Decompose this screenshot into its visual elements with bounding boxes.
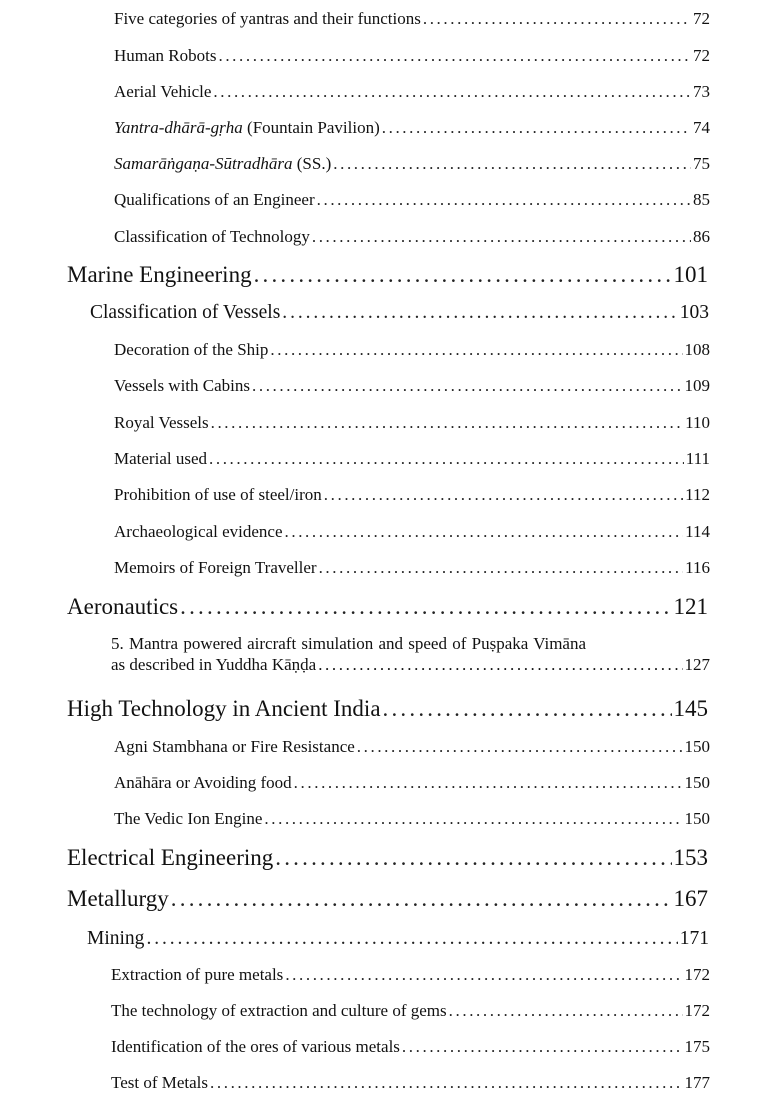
toc-entry-page: 72: [693, 9, 710, 28]
toc-chapter: [67, 262, 708, 288]
toc-entry-page: 114: [685, 522, 710, 541]
toc-entry-page: 72: [693, 46, 710, 65]
toc-entry: [111, 965, 710, 985]
dot-leader: [312, 227, 691, 247]
toc-entry-title-italic: Yantra-dhārā-gṛha: [114, 118, 243, 137]
toc-entry-multiline: [111, 634, 710, 675]
toc-entry-page: 74: [693, 118, 710, 137]
toc-chapter-page: 167: [673, 886, 708, 911]
toc-entry: [114, 376, 710, 396]
dot-leader: [423, 9, 691, 29]
dot-leader: [275, 845, 671, 871]
toc-entry-page: 116: [685, 558, 710, 577]
toc-entry-title: Anāhāra or Avoiding food: [114, 773, 292, 792]
dot-leader: [285, 965, 682, 985]
toc-entry-page: 112: [685, 485, 710, 504]
toc-entry-title: The Vedic Ion Engine: [114, 809, 263, 828]
toc-entry: [114, 190, 710, 210]
toc-entry: [114, 154, 710, 174]
dot-leader: [209, 449, 684, 469]
toc-chapter: [67, 845, 708, 871]
toc-entry-title-italic: Samarāṅgaṇa-Sūtradhāra: [114, 154, 293, 173]
toc-entry-title: Test of Metals: [111, 1073, 209, 1092]
dot-leader: [218, 46, 691, 66]
toc-entry-page: 108: [684, 340, 710, 359]
toc-entry-page: 175: [684, 1037, 710, 1056]
dot-leader: [282, 302, 677, 324]
toc-entry: [114, 558, 710, 578]
toc-entry-title: Five categories of yantras and their functions: [114, 9, 421, 28]
dot-leader: [180, 594, 671, 620]
toc-entry-page: 172: [684, 1001, 710, 1020]
toc-entry: [114, 340, 710, 360]
dot-leader: [402, 1037, 683, 1057]
dot-leader: [213, 82, 691, 102]
toc-entry-title-rest: (Fountain Pavilion): [242, 118, 380, 137]
dot-leader: [270, 340, 682, 360]
dot-leader: [383, 696, 672, 722]
toc-entry-page: 111: [685, 449, 710, 468]
toc-entry-title: Classification of Technology: [114, 227, 310, 246]
toc-section: [87, 928, 709, 950]
toc-entry-title: Decoration of the Ship: [114, 340, 269, 359]
dot-leader: [333, 154, 691, 174]
toc-entry-page: 150: [684, 773, 710, 792]
toc-entry: [114, 82, 710, 102]
toc-entry-page: 85: [693, 190, 710, 209]
dot-leader: [318, 655, 682, 675]
dot-leader: [211, 413, 684, 433]
toc-entry-title: Royal Vessels: [114, 413, 209, 432]
toc-entry: [111, 1073, 710, 1093]
toc-entry: [114, 809, 710, 829]
dot-leader: [382, 118, 691, 138]
dot-leader: [285, 522, 684, 542]
toc-chapter: [67, 886, 708, 912]
dot-leader: [210, 1073, 682, 1093]
toc-entry-page: 86: [693, 227, 710, 246]
toc-entry-page: 127: [684, 655, 710, 674]
toc-chapter-title: Aeronautics: [67, 594, 179, 619]
toc-entry-title: Aerial Vehicle: [114, 82, 212, 101]
toc-entry-title-rest: (SS.): [292, 154, 332, 173]
dot-leader: [252, 376, 683, 396]
toc-entry: [114, 773, 710, 793]
toc-entry-page: 150: [684, 737, 710, 756]
toc-section-page: 171: [679, 928, 709, 949]
toc-entry-page: 172: [684, 965, 710, 984]
toc-entry-title: Vessels with Cabins: [114, 376, 250, 395]
toc-entry-page: 177: [684, 1073, 710, 1092]
toc-entry-title: Identification of the ores of various metals: [111, 1037, 400, 1056]
dot-leader: [294, 773, 683, 793]
toc-section: [90, 302, 709, 324]
toc-entry-page: 110: [685, 413, 710, 432]
toc-chapter-title: Electrical Engineering: [67, 845, 274, 870]
toc-entry: [114, 9, 710, 29]
dot-leader: [324, 485, 683, 505]
toc-chapter-title: High Technology in Ancient India: [67, 696, 381, 721]
toc-entry-title: [114, 118, 380, 138]
toc-entry-title: The technology of extraction and culture of gems: [111, 1001, 447, 1020]
toc-chapter-title: Metallurgy: [67, 886, 169, 911]
toc-chapter-page: 121: [673, 594, 708, 619]
toc-entry-page: 109: [684, 376, 710, 395]
toc-chapter: [67, 594, 708, 620]
toc-entry: [114, 449, 710, 469]
toc-entry: [111, 1037, 710, 1057]
toc-chapter-page: 145: [673, 696, 708, 721]
toc-entry-title: Prohibition of use of steel/iron: [114, 485, 322, 504]
toc-entry-title: Extraction of pure metals: [111, 965, 284, 984]
toc-entry: [111, 1001, 710, 1021]
toc-entry: [114, 737, 710, 757]
toc-chapter-page: 153: [673, 845, 708, 870]
dot-leader: [449, 1001, 683, 1021]
toc-chapter-page: 101: [673, 262, 708, 287]
toc-entry-title-line2: as described in Yuddha Kāṇḍa: [111, 655, 317, 674]
toc-entry-title: [114, 154, 331, 174]
dot-leader: [317, 190, 691, 210]
toc-entry-title: Archaeological evidence: [114, 522, 283, 541]
dot-leader: [171, 886, 672, 912]
dot-leader: [319, 558, 684, 578]
toc-entry-title: Agni Stambhana or Fire Resistance: [114, 737, 355, 756]
toc-entry-title: Memoirs of Foreign Traveller: [114, 558, 317, 577]
toc-entry: [114, 413, 710, 433]
toc-entry: [114, 227, 710, 247]
toc-entry: [114, 485, 710, 505]
toc-section-title: Mining: [87, 928, 145, 949]
toc-entry-page: 73: [693, 82, 710, 101]
toc-chapter: [67, 696, 708, 722]
toc-chapter-title: Marine Engineering: [67, 262, 252, 287]
toc-entry-title: Human Robots: [114, 46, 217, 65]
toc-entry: [114, 118, 710, 138]
dot-leader: [357, 737, 683, 757]
toc-entry: [114, 46, 710, 66]
toc-entry-title-line1: 5. Mantra powered aircraft simulation and speed of Puṣpaka Vimāna: [111, 634, 587, 653]
dot-leader: [254, 262, 672, 288]
toc-section-title: Classification of Vessels: [90, 302, 281, 323]
dot-leader: [264, 809, 682, 829]
toc-entry-title: Qualifications of an Engineer: [114, 190, 315, 209]
toc-entry-page: 75: [693, 154, 710, 173]
toc-entry-title: Material used: [114, 449, 207, 468]
toc-entry-line2: [111, 655, 710, 675]
toc-entry: [114, 522, 710, 542]
dot-leader: [146, 928, 677, 950]
toc-entry-page: 150: [684, 809, 710, 828]
toc-section-page: 103: [679, 302, 709, 323]
